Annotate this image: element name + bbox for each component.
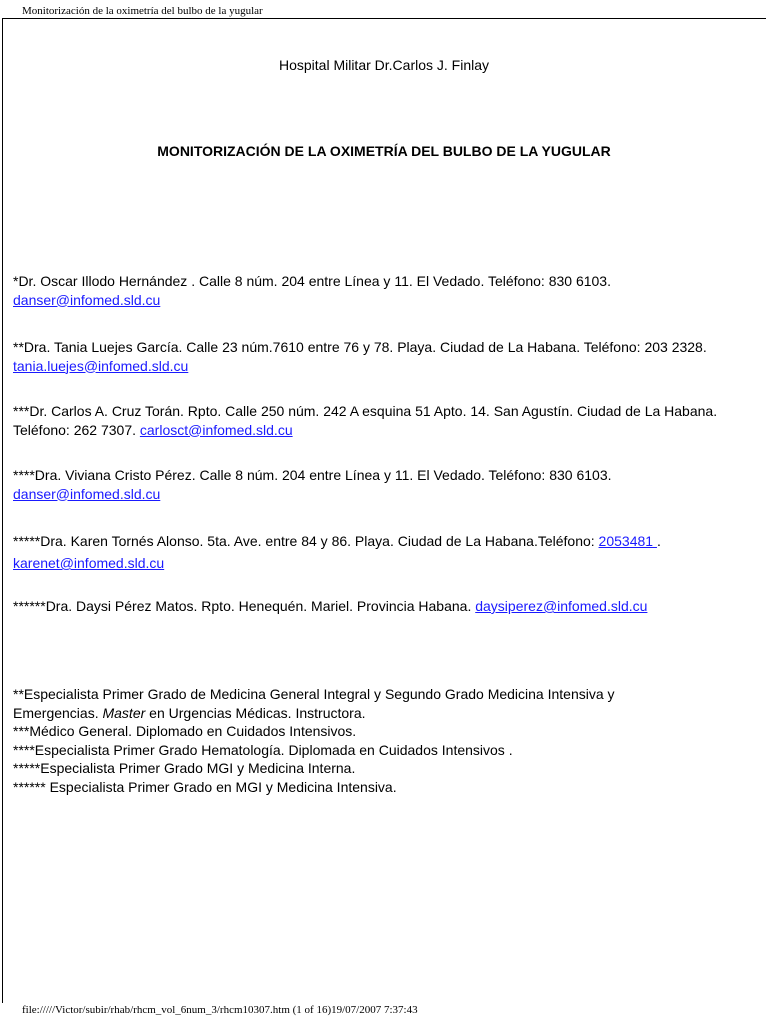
phone-link[interactable]: 2053481 <box>598 533 657 549</box>
email-link[interactable]: karenet@infomed.sld.cu <box>13 555 165 571</box>
email-link[interactable]: tania.luejes@infomed.sld.cu <box>13 357 189 374</box>
email-link[interactable]: daysiperez@infomed.sld.cu <box>475 598 648 614</box>
note-line: ****Especialista Primer Grado Hematología. Diplomada en Cuidados Intensivos . <box>13 741 513 758</box>
running-header: Monitorización de la oximetría del bulbo de la yugular <box>22 5 263 17</box>
note-line <box>13 704 753 723</box>
author-entry-2 <box>13 338 753 375</box>
note-line: ***Médico General. Diplomado en Cuidados Intensivos. <box>13 723 357 739</box>
author-entry-text: *Dr. Oscar Illodo Hernández . Calle 8 núm. 204 entre Línea y 11. El Vedado. Teléfono: 830 6103. <box>13 273 611 289</box>
author-entry-6 <box>13 597 753 616</box>
author-entry-text: ******Dra. Daysi Pérez Matos. Rpto. Henequén. Mariel. Provincia Habana. <box>13 598 472 614</box>
author-entry-5 <box>13 530 753 574</box>
note-line: ****** Especialista Primer Grado en MGI y Medicina Intensiva. <box>13 778 397 795</box>
note-text: en Urgencias Médicas. Instructora. <box>149 704 366 721</box>
file-path-footer: file://///Victor/subir/rhab/rhcm_vol_6num_3/rhcm10307.htm (1 of 16)19/07/2007 7:37:43 <box>22 1004 418 1016</box>
author-entry-3 <box>13 402 753 439</box>
article-title: MONITORIZACIÓN DE LA OXIMETRÍA DEL BULBO DE LA YUGULAR <box>157 143 611 159</box>
author-entry-4 <box>13 466 753 503</box>
note-line: *****Especialista Primer Grado MGI y Medicina Interna. <box>13 760 356 776</box>
author-credentials-notes <box>13 685 753 796</box>
author-entry-1 <box>13 272 753 309</box>
note-text: Emergencias. <box>13 704 99 721</box>
email-link[interactable]: danser@infomed.sld.cu <box>13 291 161 308</box>
author-entry-text: ***Dr. Carlos A. Cruz Torán. Rpto. Calle 250 núm. 242 A esquina 51 Apto. 14. San Agustín. Ciudad de La Habana. Teléfono: 262 7307. <box>13 403 718 438</box>
note-line: **Especialista Primer Grado de Medicina General Integral y Segundo Grado Medicina Intensiva y <box>13 686 615 702</box>
author-entry-text: *****Dra. Karen Tornés Alonso. 5ta. Ave. entre 84 y 86. Playa. Ciudad de La Habana.Teléfono: <box>13 533 595 549</box>
author-entry-text: ****Dra. Viviana Cristo Pérez. Calle 8 núm. 204 entre Línea y 11. El Vedado. Teléfono: 830 6103. <box>13 467 612 483</box>
institution-name: Hospital Militar Dr.Carlos J. Finlay <box>278 57 490 73</box>
note-italic-text: Master <box>102 704 146 721</box>
page-frame <box>2 18 766 1003</box>
separator: . <box>656 533 661 549</box>
email-link[interactable]: danser@infomed.sld.cu <box>13 485 161 502</box>
author-entry-text: **Dra. Tania Luejes García. Calle 23 núm.7610 entre 76 y 78. Playa. Ciudad de La Habana. Teléfono: 203 2328. <box>13 339 707 355</box>
email-link[interactable]: carlosct@infomed.sld.cu <box>139 421 293 438</box>
